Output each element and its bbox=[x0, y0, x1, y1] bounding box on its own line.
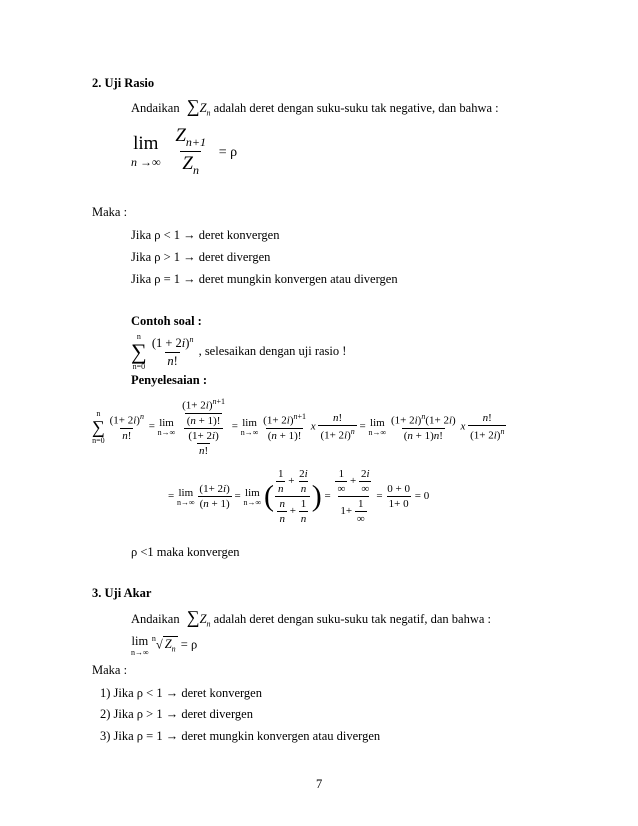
example-sum: n ∑ n=0 $\frac{(1 + 2i)^n}{n!}$ , selesaikan dengan uji rasio ! bbox=[131, 332, 347, 371]
frac-num-sub: n+1 bbox=[185, 134, 206, 149]
sec2-intro-post: adalah deret dengan suku-suku tak negative, dan bahwa : bbox=[213, 101, 499, 115]
sec3-case-1: 1) Jika ρ < 1 → deret konvergen bbox=[100, 686, 262, 700]
sec3-maka: Maka : bbox=[92, 663, 128, 677]
sec3-intro-pre: Andaikan bbox=[131, 612, 180, 626]
solution-line-2: = lim n→∞ $\frac{(1+ 2i)}{(n + 1)}$ = lim n→∞ ( $\frac{1}{n}$ + $\frac{2i}{n}$ $\frac{n}{n}$ + $\frac{1}{n}$ ) = $\frac{1}{\infty}$ + $\frac{2i}{\infty}$ 1+ $\frac{1}{\infty}$ = $\frac{0 + 0}{1+ 0}$ = 0 bbox=[168, 468, 430, 525]
section-2-title: 2. Uji Rasio bbox=[92, 76, 155, 90]
root-rhs: = ρ bbox=[180, 637, 198, 652]
frac-num: Z bbox=[175, 125, 186, 146]
radical-icon: √ bbox=[155, 637, 163, 652]
sec2-intro-pre: Andaikan bbox=[131, 101, 180, 115]
solution-line-1: n ∑ n=0 $\frac{(1+ 2i)^n}{n!}$ = lim n→∞ $\frac{\frac{(1+ 2i)^{n+1}}{(n + 1)!}}{\frac{(1+ 2i)}{n!}}$ = lim n→∞ $\frac{(1+ 2i)^{n+1}}{(n + 1)!}$ x $\frac{n!}{(1+ 2i)^n}$ = lim n→∞ $\frac{(1+ 2i)^n(1+ 2i)}{(n + 1)n!}$ x $\frac{n!}{(1+ 2i)^n}$ bbox=[92, 397, 505, 457]
lim-sub: n →∞ bbox=[131, 154, 161, 169]
sec3-intro bbox=[131, 608, 491, 629]
sigma-icon: ∑ bbox=[131, 339, 147, 364]
root-lim-label: lim bbox=[131, 634, 149, 648]
root-lim-sub: n→∞ bbox=[131, 648, 149, 657]
maka-label: Maka : bbox=[92, 205, 128, 219]
page-number: 7 bbox=[316, 777, 323, 791]
frac-den: Z bbox=[182, 152, 193, 174]
zn-symbol: $Z_n$ bbox=[199, 612, 211, 629]
contoh-title: Contoh soal : bbox=[131, 314, 202, 328]
section-3-title: 3. Uji Akar bbox=[92, 586, 152, 600]
ratio-limit-formula bbox=[131, 125, 237, 178]
conclusion: ρ <1 maka konvergen bbox=[131, 545, 240, 559]
lim-label: lim bbox=[133, 132, 159, 154]
zn-symbol: $Z_n$ bbox=[199, 101, 211, 118]
sigma-icon: ∑ bbox=[186, 607, 200, 627]
sigma-icon: ∑ bbox=[186, 96, 200, 116]
contoh-text: , selesaikan dengan uji rasio ! bbox=[198, 343, 347, 358]
lim-rhs: = ρ bbox=[218, 144, 238, 160]
penyelesaian-label: Penyelesaian : bbox=[131, 373, 208, 387]
case-3: Jika ρ = 1 → deret mungkin konvergen atau divergen bbox=[131, 272, 398, 286]
case-1: Jika ρ < 1 → deret konvergen bbox=[131, 228, 280, 242]
sec2-intro bbox=[131, 97, 499, 118]
sec3-intro-post: adalah deret dengan suku-suku tak negatif, dan bahwa : bbox=[213, 612, 491, 626]
frac-den-sub: n bbox=[192, 162, 199, 177]
sec3-case-3: 3) Jika ρ = 1 → deret mungkin konvergen atau divergen bbox=[100, 729, 381, 743]
sec3-case-2: 2) Jika ρ > 1 → deret divergen bbox=[100, 707, 253, 721]
root-limit-formula: lim n→∞ $^n$√ $Z_n = \rho$ bbox=[131, 634, 198, 657]
case-2: Jika ρ > 1 → deret divergen bbox=[131, 250, 271, 264]
